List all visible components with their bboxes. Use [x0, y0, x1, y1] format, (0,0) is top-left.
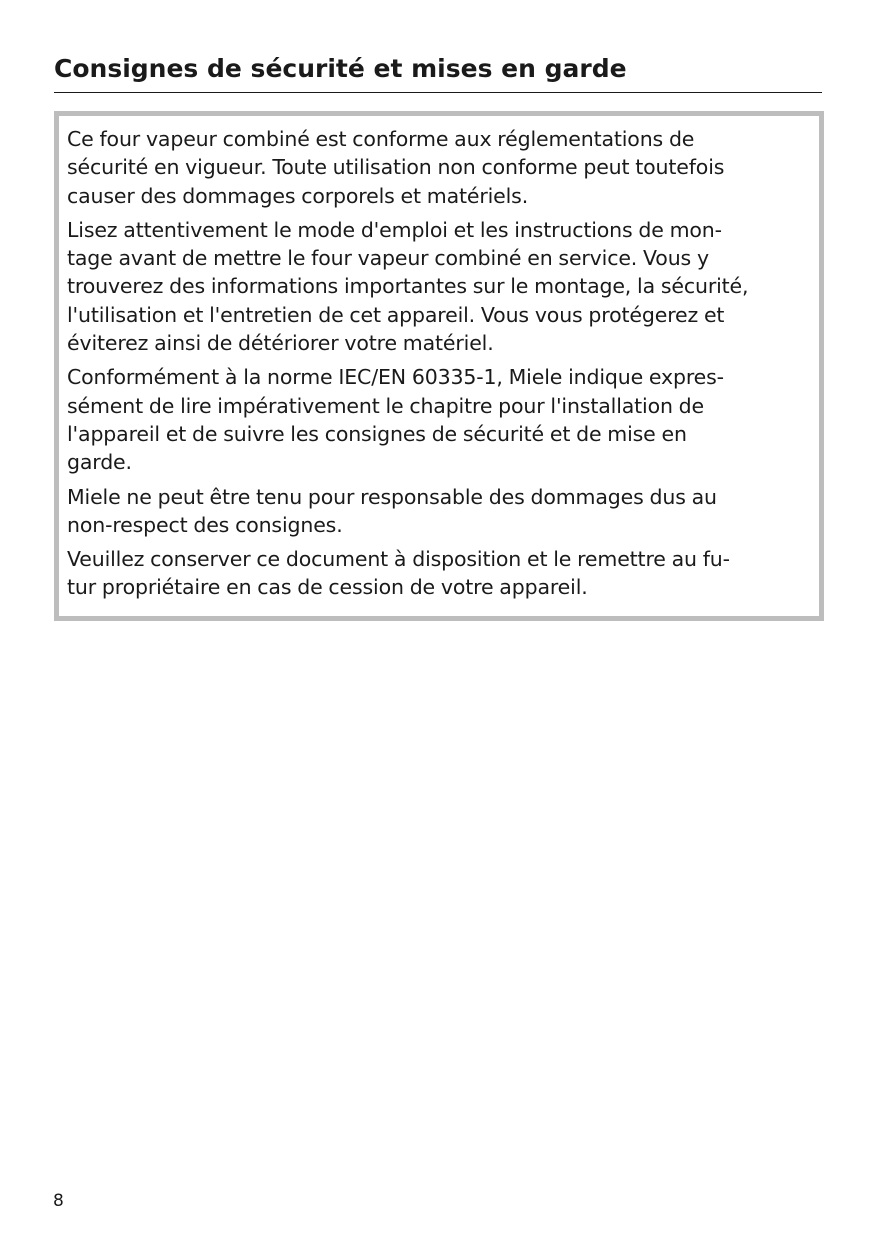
- text-line: Miele ne peut être tenu pour responsable des dommages dus au: [67, 484, 717, 509]
- paragraph-standard: [67, 363, 811, 476]
- text-line: trouverez des informations importantes sur le montage, la sécurité,: [67, 274, 749, 299]
- text-line: sécurité en vigueur. Toute utilisation non conforme peut toutefois: [67, 155, 725, 180]
- paragraph-liability: [67, 483, 811, 540]
- text-line: causer des dommages corporels et matériels.: [67, 183, 529, 208]
- safety-warning-text: [67, 125, 811, 608]
- text-line: Ce four vapeur combiné est conforme aux réglementations de: [67, 127, 695, 151]
- paragraph-conformity: [67, 125, 811, 210]
- text-line: garde.: [67, 450, 132, 475]
- paragraph-keep-document: [67, 545, 811, 602]
- text-line: tur propriétaire en cas de cession de votre appareil.: [67, 575, 588, 600]
- text-line: tage avant de mettre le four vapeur combiné en service. Vous y: [67, 246, 709, 271]
- text-line: éviterez ainsi de détériorer votre matériel.: [67, 331, 494, 356]
- safety-warning-box: [54, 111, 824, 621]
- text-line: Conformément à la norme IEC/EN 60335-1, Miele indique expres-: [67, 365, 724, 390]
- paragraph-read-manual: [67, 216, 811, 357]
- text-line: l'utilisation et l'entretien de cet appareil. Vous vous protégerez et: [67, 302, 725, 327]
- page-number: 8: [53, 1191, 64, 1211]
- page-title: Consignes de sécurité et mises en garde: [54, 52, 822, 93]
- text-line: Veuillez conserver ce document à disposition et le remettre au fu-: [67, 547, 730, 572]
- text-line: sément de lire impérativement le chapitre pour l'installation de: [67, 393, 705, 418]
- text-line: non-respect des consignes.: [67, 512, 343, 537]
- text-line: Lisez attentivement le mode d'emploi et les instructions de mon-: [67, 217, 722, 242]
- text-line: l'appareil et de suivre les consignes de sécurité et de mise en: [67, 421, 687, 446]
